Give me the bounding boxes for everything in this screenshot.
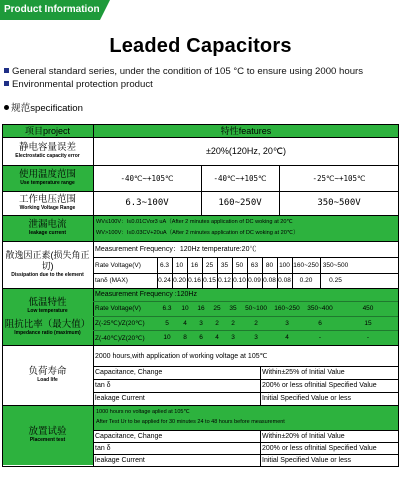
z25-value-cell: 6	[318, 319, 322, 327]
tan-value-cell: 0.12	[218, 277, 231, 284]
grid-line	[93, 454, 398, 455]
leakage-line: WV≤100V：I≤0.01CVor3 uA（After 2 minutes application of DC woking at 20℃	[96, 219, 293, 225]
label-en: Working Voltage Range	[19, 205, 76, 211]
banner-tip	[100, 0, 110, 20]
z40-value-cell: 3	[254, 334, 258, 341]
dissipation-measurement: Measurement Frequency：120Hz temperature:20℃	[95, 246, 257, 253]
tan-value-cell: 0.16	[188, 277, 201, 284]
voltage-cell: 10	[181, 305, 189, 312]
placement-item-value: 200% or less ofInitial Specified Value	[262, 444, 377, 452]
voltage-cell: 63	[250, 261, 259, 269]
feature-item	[4, 79, 153, 90]
voltage-cell: 35	[229, 305, 237, 312]
grid-line	[93, 379, 398, 380]
grid-line	[93, 442, 398, 443]
label-cn: 阻抗比率（最大值）	[4, 318, 91, 330]
z40-value-cell: 4	[285, 334, 289, 341]
grid-line	[2, 124, 3, 466]
grid-line	[260, 430, 261, 466]
z25-value-cell: 2	[215, 319, 219, 327]
label-en: Low temperature	[27, 307, 68, 314]
grid-line	[93, 257, 398, 258]
rate-voltage-label: Rate Voltage(V)	[95, 261, 141, 269]
feature-text: Environmental protection product	[12, 79, 153, 90]
voltage-cell: 350~400	[307, 305, 333, 312]
voltage-cell: 160~250	[274, 305, 300, 312]
grid-line	[279, 165, 280, 215]
placement-note-line: After Test Ur to be applied for 30 minutes 24 to 48 hours before measurement	[96, 419, 285, 425]
grid-line	[2, 215, 399, 216]
label-cn: 使用温度范围	[18, 169, 76, 180]
row-label-leakage	[2, 215, 93, 241]
label-en: Dissipation due to the element	[11, 272, 84, 278]
spec-heading-cn: 规范	[11, 103, 31, 114]
header-project: 项目project	[2, 124, 93, 137]
tan-value-cell: 0.20	[299, 277, 313, 284]
voltage-cell: 25	[213, 305, 221, 312]
grid-line	[2, 124, 399, 125]
row-label-working-voltage	[2, 191, 93, 215]
voltage-cell: 450	[362, 305, 374, 312]
load-life-item-value: Initial Specified Value or less	[262, 395, 351, 402]
grid-line	[2, 137, 399, 138]
placement-test-note	[93, 405, 399, 430]
voltage-cell: 16	[197, 305, 205, 312]
grid-line	[201, 165, 202, 215]
row-label-dissipation	[2, 241, 93, 288]
placement-item-value: Initial Specified Value or less	[262, 456, 351, 464]
placement-item-label: tan δ	[95, 444, 111, 452]
placement-item-label: leakage Current	[95, 456, 145, 464]
label-en: Placement test	[29, 437, 66, 443]
z40-value-cell: 10	[163, 334, 171, 341]
voltage-cell: 100	[279, 261, 290, 269]
z25-value-cell: 2	[231, 319, 235, 327]
grid-line	[93, 330, 398, 331]
load-life-item-value: Within±25% of Initial Value	[262, 369, 345, 376]
page-title: Leaded Capacitors	[109, 35, 292, 57]
feature-item	[4, 66, 363, 77]
z25-value-cell: 3	[199, 319, 203, 327]
placement-note-line: 1000 hours no voltage aplied at 105℃	[96, 409, 190, 415]
temperature-value: -25℃~+105℃	[312, 173, 366, 183]
square-bullet-icon	[4, 68, 9, 73]
grid-line	[2, 345, 399, 346]
spec-heading	[4, 100, 83, 114]
grid-line	[2, 405, 399, 406]
grid-line	[2, 466, 399, 467]
voltage-cell: 80	[265, 261, 274, 269]
label-en: Load life	[37, 377, 58, 383]
working-voltage-value: 6.3~100V	[125, 198, 169, 208]
label-cn: 泄漏电流	[28, 219, 67, 230]
z25-value-cell: 4	[183, 319, 187, 327]
label-en: Electrostatic capacity error	[15, 153, 80, 159]
z40-label: Z(-40℃)/Z(20℃)	[95, 334, 145, 342]
leakage-value	[93, 215, 399, 241]
grid-line	[260, 366, 261, 405]
z25-value-cell: 5	[165, 319, 169, 327]
label-cn: 放置试验	[28, 426, 67, 437]
tan-value-cell: 0.08	[263, 277, 276, 284]
z25-value-cell: 15	[364, 319, 372, 327]
capacitance-error-value: ±20%(120Hz, 20℃)	[205, 145, 287, 156]
row-label-temperature	[2, 165, 93, 191]
temperature-value: -40℃~+105℃	[120, 173, 174, 183]
grid-line	[93, 366, 398, 367]
load-life-item-value: 200% or less ofInitial Specified Value	[262, 382, 377, 389]
placement-item-label: Capacitance, Change	[95, 432, 163, 440]
voltage-cell: 50	[235, 261, 244, 269]
load-life-item-label: Capacitance, Change	[95, 369, 163, 376]
grid-line	[93, 124, 94, 466]
label-en: leakage current	[29, 230, 66, 236]
label-en: Impedance ratio (maximum)	[14, 329, 81, 336]
load-life-item-label: tan δ	[95, 382, 111, 389]
voltage-cell: 350~500	[322, 261, 349, 269]
temperature-value: -40℃~+105℃	[213, 173, 267, 183]
working-voltage-value: 160~250V	[218, 198, 262, 208]
label-en: Use temperature range	[20, 180, 75, 186]
placement-item-value: Within±20% of Initial Value	[262, 432, 345, 440]
grid-line	[93, 430, 398, 431]
row-label-low-temperature	[2, 288, 93, 345]
voltage-cell: 10	[175, 261, 184, 269]
voltage-cell: 160~250	[293, 261, 319, 269]
tan-value-cell: 0.08	[278, 277, 291, 284]
load-life-item-label: leakage Current	[95, 395, 145, 402]
low-temperature-measurement: Measurement Frequency :120Hz	[95, 291, 197, 298]
tan-value-cell: 0.20	[173, 277, 186, 284]
voltage-cell: 35	[220, 261, 229, 269]
z40-value-cell: -	[318, 334, 322, 341]
row-label-capacitance-error	[2, 137, 93, 165]
z40-value-cell: -	[366, 334, 370, 341]
header-features: 特性features	[93, 124, 399, 137]
tan-value-cell: 0.10	[233, 277, 246, 284]
rate-voltage-label: Rate Voltage(V)	[95, 305, 141, 312]
leakage-line: WV>100V：I≤0.03CV+20uA（After 2 minutes application of DC woking at 20℃）	[96, 230, 299, 236]
z40-value-cell: 8	[183, 334, 187, 341]
load-life-note: 2000 hours,with application of working voltage at 105℃	[95, 352, 268, 360]
square-bullet-icon	[4, 81, 9, 86]
feature-text: General standard series, under the condition of 105 °C to ensure using 2000 hours	[12, 66, 364, 77]
grid-line	[2, 241, 399, 242]
voltage-cell: 6.3	[159, 261, 170, 269]
spec-heading-en: specification	[30, 103, 83, 114]
z40-value-cell: 4	[215, 334, 219, 341]
voltage-cell: 6.3	[162, 305, 172, 312]
row-label-load-life	[2, 345, 93, 405]
product-information-banner: Product Information	[0, 0, 100, 20]
working-voltage-value: 350~500V	[317, 198, 361, 208]
grid-line	[93, 392, 398, 393]
z40-value-cell: 3	[231, 334, 235, 341]
z40-value-cell: 6	[199, 334, 203, 341]
row-label-placement-test	[2, 405, 93, 465]
grid-line	[93, 273, 398, 274]
label-cn: 低温特性	[28, 296, 67, 308]
label-cn: 散逸因正素(损失角正切)	[5, 250, 90, 271]
grid-line	[398, 124, 399, 466]
voltage-cell: 25	[205, 261, 214, 269]
voltage-cell: 50~100	[245, 305, 267, 312]
grid-line	[157, 257, 158, 288]
z25-value-cell: 3	[285, 319, 289, 327]
label-cn: 工作电压范围	[18, 194, 76, 205]
z25-label: Z(-25℃)/Z(20℃)	[95, 320, 145, 327]
tan-value-cell: 0.25	[329, 277, 342, 284]
tan-value-cell: 0.24	[158, 277, 171, 284]
label-cn: 静电容量误差	[18, 142, 76, 153]
tan-label: tanδ (MAX)	[95, 277, 128, 284]
voltage-cell: 16	[190, 261, 199, 269]
tan-value-cell: 0.15	[203, 277, 216, 284]
grid-line	[2, 288, 399, 289]
grid-line	[93, 301, 398, 302]
grid-line	[93, 316, 398, 317]
z25-value-cell: 2	[254, 319, 258, 327]
tan-value-cell: 0.09	[248, 277, 261, 284]
label-cn: 负荷寿命	[28, 366, 67, 377]
bullet-dot-icon	[4, 105, 9, 110]
